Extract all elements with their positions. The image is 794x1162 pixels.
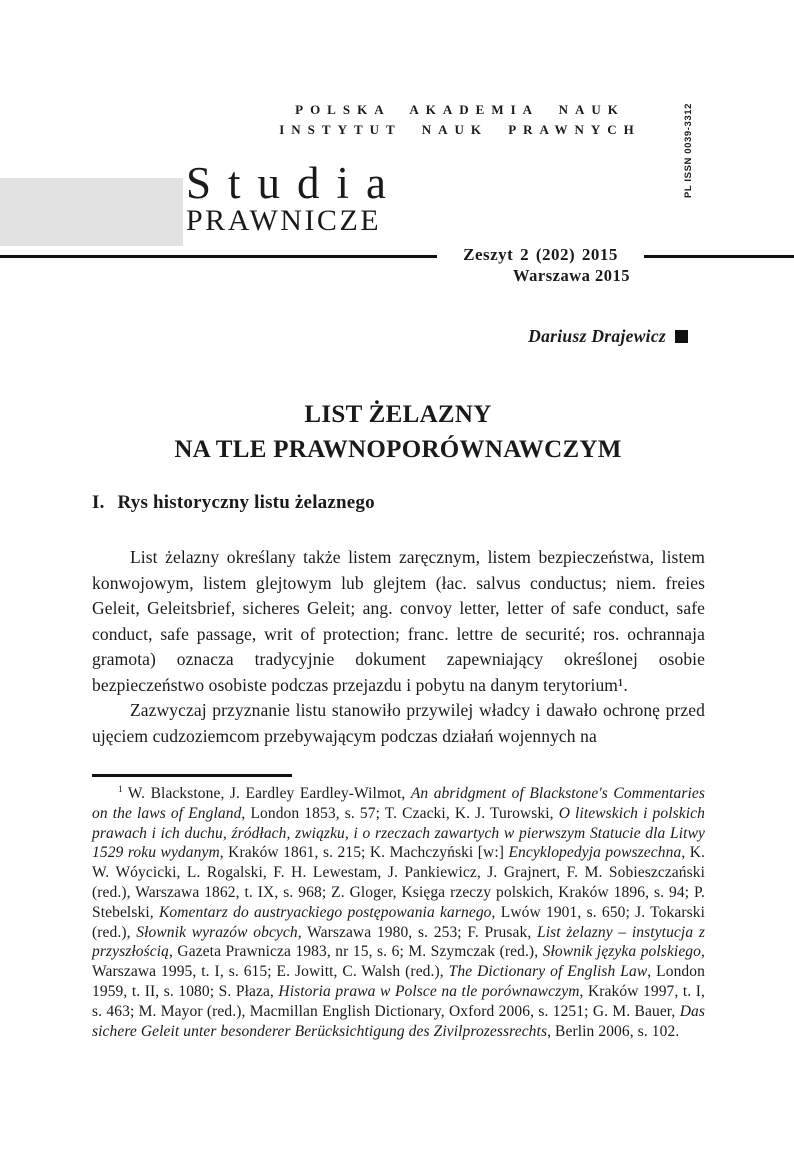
issue-place-year: Warszawa 2015	[513, 266, 630, 285]
body-paragraph: Zazwyczaj przyznanie listu stanowiło przywilej władcy i dawało ochronę przed ujęciem cudzoziemcom przebywającym podczas działań wojennych na	[92, 700, 705, 746]
article-title	[92, 397, 704, 467]
header-rule-right	[644, 255, 794, 258]
journal-subtitle: PRAWNICZE	[186, 204, 382, 237]
section-number: I.	[92, 492, 105, 513]
square-marker-icon	[675, 330, 688, 343]
footnote-text: $^1$ W. Blackstone, J. Eardley Eardley-Wilmot, An abridgment of Blackstone's Commentaries on the laws of England, London 1853, s. 57; T. Czacki, K. J. Turowski, O litewskich i polskich prawach i ich duchu, źródłach, związku, i o rzeczach zawartych w pierwszym Statucie dla Litwy 1529 roku wydanym, Kraków 1861, s. 215; K. Machczyński [w:] Encyklopedyja powszechna, K. W. Wóycicki, L. Rogalski, F. H. Lewestam, J. Pankiewicz, J. Grajnert, F. M. Sobieszczański (red.), Warszawa 1862, t. IX, s. 968; Z. Gloger, Księga rzeczy polskich, Kraków 1896, s. 94; P. Stebelski, Komentarz do austryackiego postępowania karnego, Lwów 1901, s. 650; J. Tokarski (red.), Słownik wyrazów obcych, Warszawa 1980, s. 253; F. Prusak, List żelazny – instytucja z przyszłością, Gazeta Prawnicza 1983, nr 15, s. 6; M. Szymczak (red.), Słownik języka polskiego, Warszawa 1995, t. I, s. 615; E. Jowitt, C. Walsh (red.), The Dictionary of English Law, London 1959, t. II, s. 1080; S. Płaza, Historia prawa w Polsce na tle porównawczym, Kraków 1997, t. I, s. 463; M. Mayor (red.), Macmillan English Dictionary, Oxford 2006, s. 1251; G. M. Bauer, Das sichere Geleit unter besonderer Berücksichtigung des Zivilprozessrechts, Berlin 2006, s. 102.	[92, 784, 706, 1040]
footnote-block	[92, 774, 705, 1041]
author-line	[0, 326, 688, 347]
header-rule-left	[0, 255, 437, 258]
author-name: Dariusz Drajewicz	[528, 326, 666, 346]
journal-title: Studia	[186, 158, 404, 208]
footnote-separator	[92, 774, 292, 777]
issn-vertical-label: PL ISSN 0039-3312	[683, 102, 694, 198]
article-title-line-1: LIST ŻELAZNY	[304, 401, 492, 428]
body-paragraph: List żelazny określany także listem zaręcznym, listem bezpieczeństwa, listem konwojowym, listem glejtowym lub glejtem (łac. salvus conductus; niem. freies Geleit, Geleitsbrief, sicheres Geleit; ang. convoy letter, letter of safe conduct, safe conduct, safe passage, writ of protection; franc. lettre de securité; ros. ochrannaja gramota) oznacza tradycyjnie dokument zapewniający określonej osobie bezpieczeństwo osobiste podczas przejazdu i pobytu na danym terytorium¹.	[92, 547, 705, 695]
section-heading	[92, 492, 704, 514]
section-title: Rys historyczny listu żelaznego	[117, 492, 375, 513]
publisher-line-2: INSTYTUT NAUK PRAWNYCH	[279, 122, 641, 137]
article-body	[92, 545, 705, 749]
issue-number: Zeszyt 2 (202) 2015	[463, 245, 618, 264]
article-title-line-2: NA TLE PRAWNOPORÓWNAWCZYM	[174, 436, 622, 463]
masthead-gray-block	[0, 178, 183, 246]
masthead	[186, 160, 403, 236]
publisher-line-1: POLSKA AKADEMIA NAUK	[295, 102, 625, 117]
